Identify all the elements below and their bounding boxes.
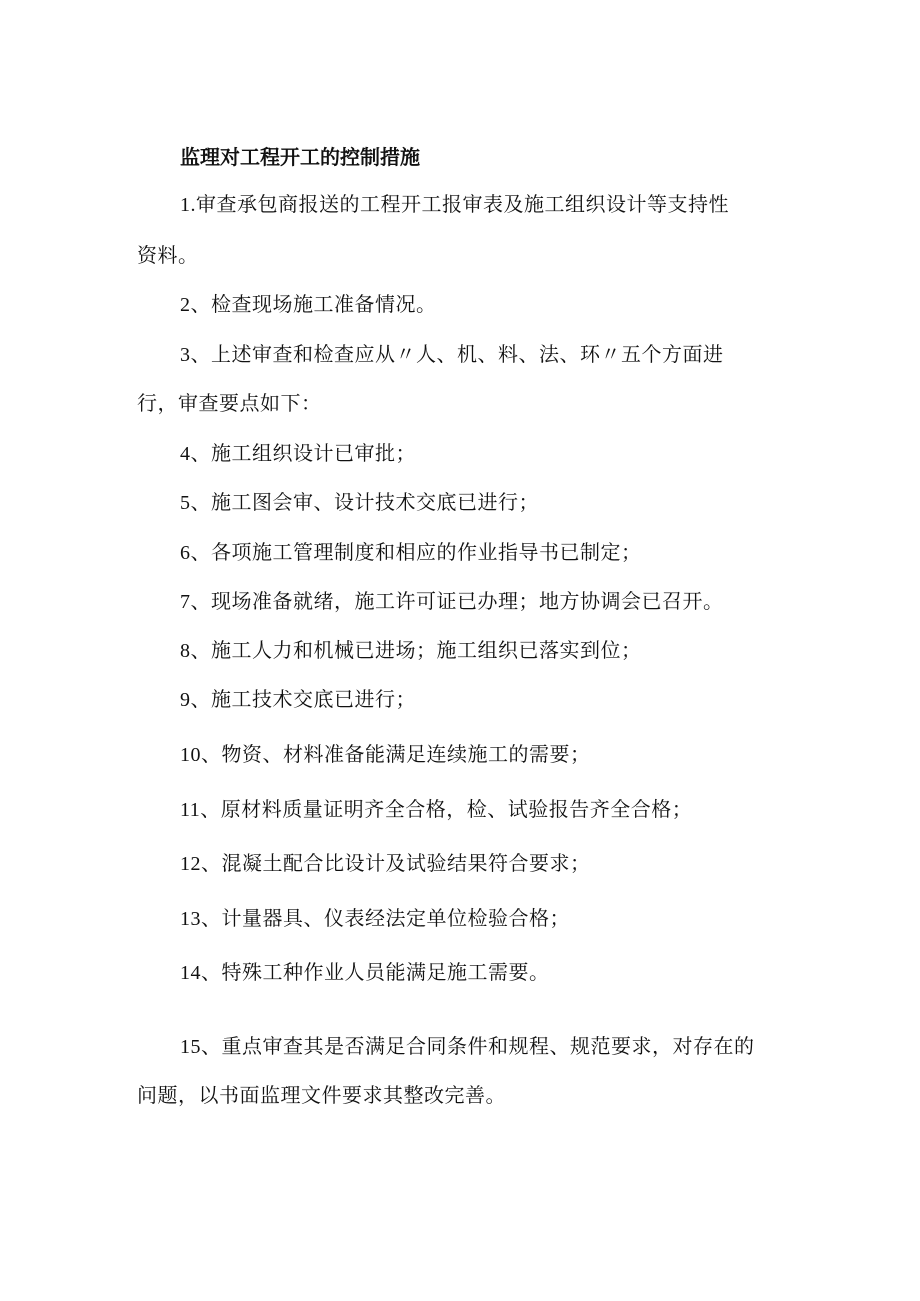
list-item-2 [180, 292, 437, 317]
list-item-1 [180, 192, 729, 217]
list-item-11 [180, 797, 692, 822]
list-item-12 [180, 851, 591, 876]
item-number: 2、 [180, 294, 211, 316]
list-item-10 [180, 742, 591, 767]
item-number: 7、 [180, 591, 211, 613]
item-text: 检查现场施工准备情况。 [211, 292, 437, 316]
document-title: 监理对工程开工的控制措施 [180, 145, 420, 169]
list-item-15-continuation: 问题，以书面监理文件要求其整改完善。 [137, 1083, 506, 1107]
item-text: 特殊工种作业人员能满足施工需要。 [221, 960, 550, 984]
item-number: 15、 [180, 1036, 222, 1058]
list-item-1-continuation: 资料。 [137, 243, 199, 267]
item-number: 11、 [180, 799, 221, 821]
item-number: 14、 [180, 962, 222, 984]
item-text: 上述审查和检查应从〃人、机、料、法、环〃五个方面进 [211, 342, 724, 366]
list-item-7 [180, 589, 724, 614]
list-item-3-continuation: 行，审查要点如下： [137, 391, 322, 415]
item-number: 6、 [180, 542, 211, 564]
list-item-13 [180, 906, 570, 931]
list-item-5 [180, 490, 539, 515]
item-text: 原材料质量证明齐全合格，检、试验报告齐全合格； [220, 797, 693, 821]
list-item-14 [180, 960, 550, 985]
item-number: 10、 [180, 744, 222, 766]
item-number: 3、 [180, 344, 211, 366]
item-text: 各项施工管理制度和相应的作业指导书已制定； [211, 540, 642, 564]
list-item-15 [180, 1034, 755, 1059]
item-number: 9、 [180, 689, 211, 711]
item-text: 计量器具、仪表经法定单位检验合格； [221, 906, 570, 930]
item-number: 4、 [180, 443, 211, 465]
item-text: 混凝土配合比设计及试验结果符合要求； [221, 851, 591, 875]
item-number: 12、 [180, 853, 222, 875]
item-text: 重点审查其是否满足合同条件和规程、规范要求，对存在的 [221, 1034, 755, 1058]
list-item-6 [180, 540, 642, 565]
list-item-8 [180, 638, 642, 663]
item-number: 5、 [180, 492, 211, 514]
item-text: 施工人力和机械已进场；施工组织已落实到位； [211, 638, 642, 662]
list-item-9 [180, 687, 416, 712]
list-item-3 [180, 342, 724, 367]
item-number: 1. [180, 194, 196, 216]
item-text: 施工技术交底已进行； [211, 687, 416, 711]
item-number: 8、 [180, 640, 211, 662]
item-text: 施工组织设计已审批； [211, 441, 416, 465]
item-number: 13、 [180, 908, 222, 930]
item-text: 施工图会审、设计技术交底已进行； [211, 490, 539, 514]
item-text: 物资、材料准备能满足连续施工的需要； [221, 742, 591, 766]
item-text: 现场准备就绪，施工许可证已办理；地方协调会已召开。 [211, 589, 724, 613]
item-text: 审查承包商报送的工程开工报审表及施工组织设计等支持性 [196, 192, 729, 216]
list-item-4 [180, 441, 416, 466]
